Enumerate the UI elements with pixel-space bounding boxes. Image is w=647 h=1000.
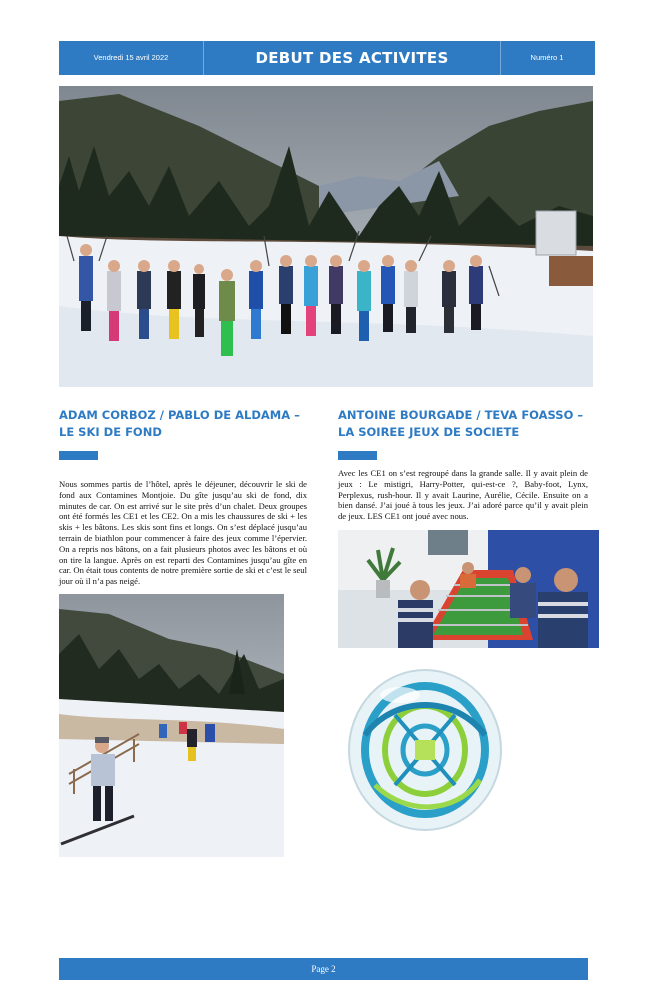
children-playing-foosball-photo <box>338 530 599 648</box>
header-bar <box>59 41 595 75</box>
skier-on-snow-photo <box>59 594 284 857</box>
article-left-body: Nous sommes partis de l’hôtel, après le déjeuner, découvrir le ski de fond aux Contamines Montjoie. Du gîte jusqu’au ski de fond, dix minutes de car. On est arrivé sur le site près d’un chalet. Deux groupes ont été formés les CE1 et les CE2. On a mis les chaussures de ski + les skis + les bâtons. Les skis sont fins et longs. On s’est déplacé jusqu’au terrain de biathlon pour commencer à faire des jeux comme l’épervier. On a repris nos bâtons, on a fait plusieurs photos avec les bâtons et où on tire la langue. Après on est reparti des Contamines jusqu’au gîte en car. On était tous contents de notre première sortie de ski et c’est le seul jour où il n’a pas neigé. <box>59 479 307 587</box>
page-title: DEBUT DES ACTIVITES <box>203 41 501 75</box>
group-skiers-photo <box>59 86 593 387</box>
article-left-accent-bar <box>59 451 98 460</box>
page-number-footer: Page 2 <box>59 958 588 980</box>
article-right-body: Avec les CE1 on s’est regroupé dans la grande salle. Il y avait plein de jeux : Le mistigri, Harry-Potter, qui-est-ce ?, Baby-foot, Lynx, Perplexus, rush-hour. Il y avait Laurine, Aurélie, Cécile. Ensuite on a bien dansé. J’ai joué à tous les jeux. J’ai adoré parce qu’il y avait plein de jeux. LES CE1 ont joué avec nous. <box>338 468 588 522</box>
article-left-title: ADAM CORBOZ / PABLO DE ALDAMA – LE SKI DE FOND <box>59 408 300 439</box>
article-right-title: ANTOINE BOURGADE / TEVA FOASSO – LA SOIREE JEUX DE SOCIETE <box>338 408 584 439</box>
issue-date: Vendredi 15 avril 2022 <box>93 53 169 62</box>
maze-ball-puzzle-photo <box>345 655 505 835</box>
article-right-accent-bar <box>338 451 377 460</box>
issue-number: Numéro 1 <box>530 53 564 62</box>
